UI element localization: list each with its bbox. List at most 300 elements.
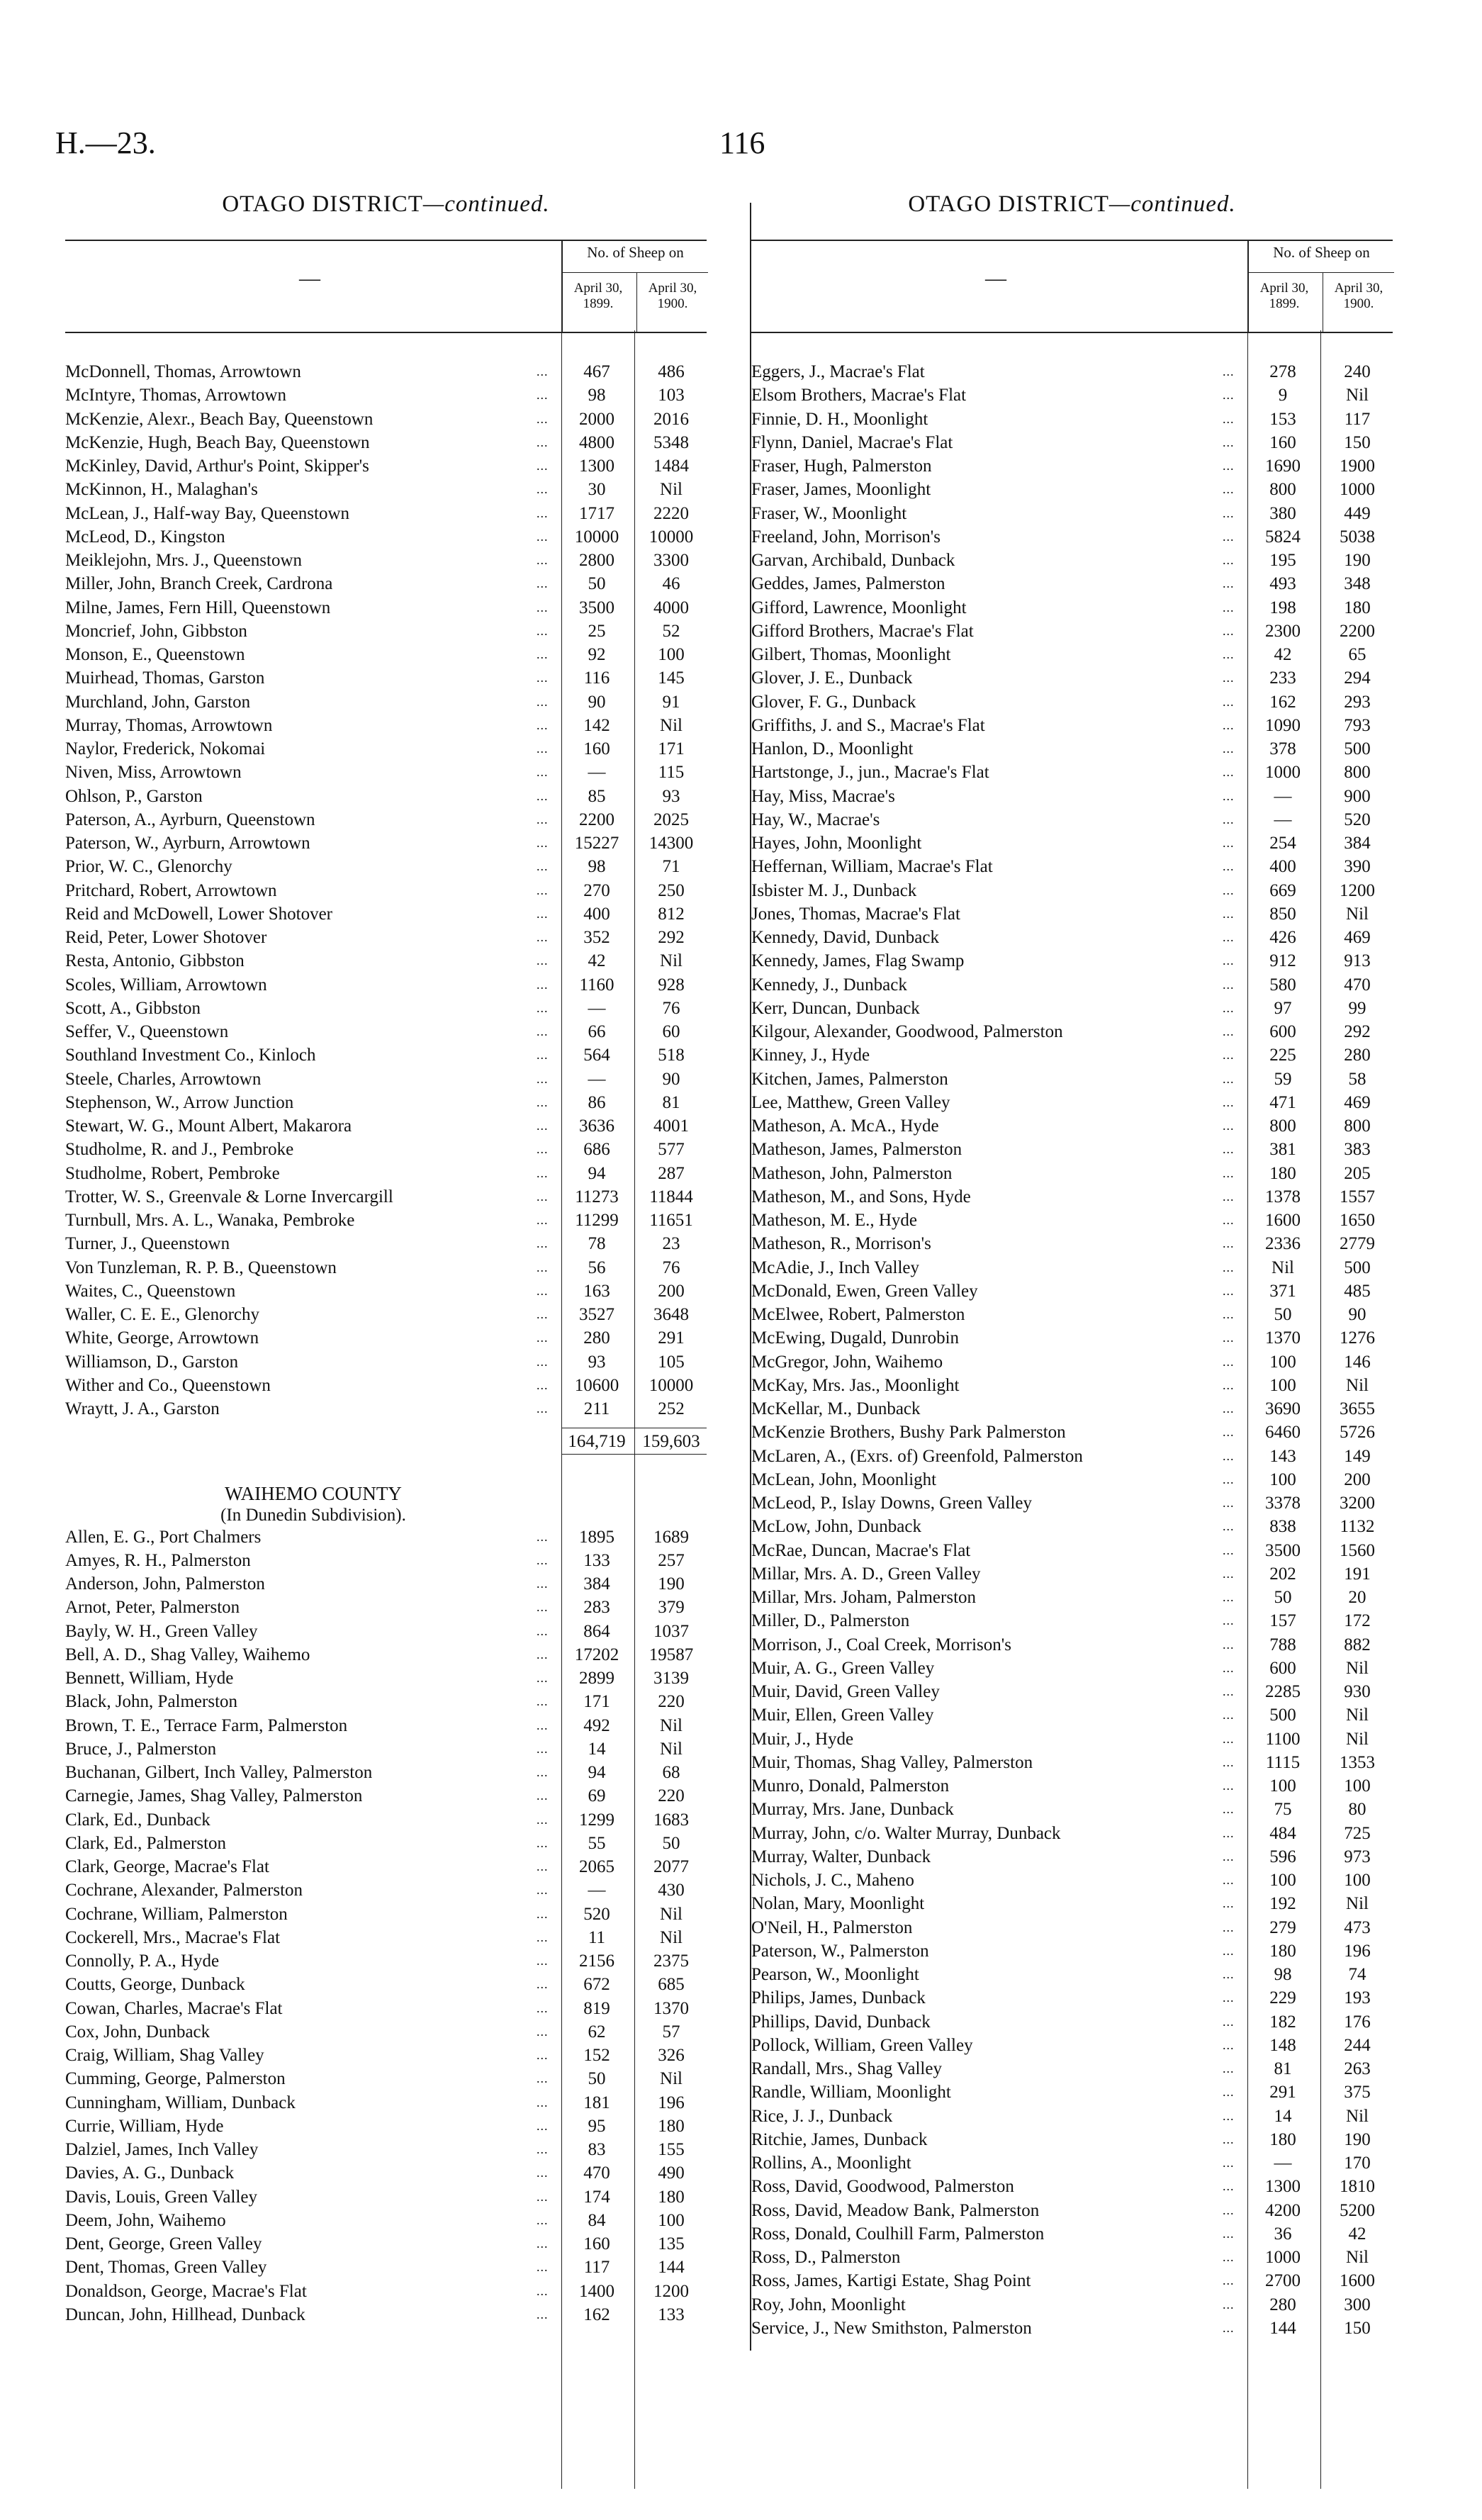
sheep-1900: 191 bbox=[1344, 1564, 1371, 1584]
row-name: Matheson, M., and Sons, Hyde bbox=[751, 1187, 971, 1206]
table-row bbox=[65, 549, 707, 572]
table-row bbox=[751, 902, 1393, 926]
sheep-1900: 1600 bbox=[1340, 2271, 1375, 2291]
sheep-1900: 190 bbox=[658, 1574, 685, 1594]
table-row bbox=[65, 737, 707, 761]
sheep-1899: 143 bbox=[1269, 1446, 1296, 1466]
sheep-1900: 117 bbox=[1344, 409, 1371, 429]
sheep-1900: 196 bbox=[658, 2093, 685, 2112]
row-name: Black, John, Palmerston bbox=[65, 1692, 238, 1712]
sheep-1899: 30 bbox=[588, 480, 606, 500]
sheep-1900: 146 bbox=[1344, 1352, 1371, 1372]
row-name: Wither and Co., Queenstown bbox=[65, 1375, 271, 1395]
row-name: Kitchen, James, Palmerston bbox=[751, 1069, 948, 1089]
sheep-1899: 14 bbox=[588, 1739, 606, 1759]
table-row bbox=[751, 808, 1393, 831]
row-name: Garvan, Archibald, Dunback bbox=[751, 551, 955, 570]
table-row bbox=[751, 549, 1393, 572]
sheep-1899: 380 bbox=[1269, 503, 1296, 523]
sheep-1900: 71 bbox=[662, 857, 680, 877]
table-row bbox=[751, 2105, 1393, 2128]
row-name: Muir, A. G., Green Valley bbox=[751, 1658, 935, 1678]
sheep-1899: 163 bbox=[583, 1281, 610, 1301]
table-row bbox=[751, 502, 1393, 525]
sheep-1900: 5200 bbox=[1340, 2200, 1375, 2220]
table-row bbox=[65, 596, 707, 620]
table-row bbox=[65, 408, 707, 431]
leader-dots: ... bbox=[1223, 2156, 1235, 2170]
sheep-1899: 1300 bbox=[579, 457, 614, 476]
leader-dots: ... bbox=[1223, 1684, 1235, 1698]
row-name: Clark, Ed., Dunback bbox=[65, 1810, 210, 1830]
table-row bbox=[65, 1737, 707, 1761]
right-title-continued: —continued. bbox=[1108, 191, 1236, 217]
sheep-1899: 50 bbox=[1274, 1305, 1292, 1324]
sheep-1899: 66 bbox=[588, 1022, 606, 1041]
table-row bbox=[65, 690, 707, 714]
leader-dots: ... bbox=[1223, 1825, 1235, 1840]
row-name: Naylor, Frederick, Nokomai bbox=[65, 739, 266, 758]
sheep-1900: 1200 bbox=[1340, 880, 1375, 900]
leader-dots: ... bbox=[1223, 1000, 1235, 1015]
sheep-1899: 100 bbox=[1269, 1469, 1296, 1489]
leader-dots: ... bbox=[1223, 2132, 1235, 2146]
sheep-1900: 1900 bbox=[1340, 457, 1375, 476]
leader-dots: ... bbox=[537, 1401, 549, 1416]
table-row bbox=[65, 360, 707, 383]
leader-dots: ... bbox=[1223, 388, 1235, 403]
table-row bbox=[65, 1926, 707, 1949]
row-name: Muir, Ellen, Green Valley bbox=[751, 1706, 934, 1725]
sheep-1899: 1100 bbox=[1265, 1729, 1301, 1749]
sheep-1899: 2200 bbox=[579, 810, 614, 829]
table-row bbox=[751, 383, 1393, 407]
leader-dots: ... bbox=[537, 741, 549, 756]
leader-dots: ... bbox=[1223, 2037, 1235, 2052]
leader-dots: ... bbox=[1223, 2297, 1235, 2312]
sheep-1899: 686 bbox=[583, 1140, 610, 1160]
leader-dots: ... bbox=[537, 623, 549, 638]
sheep-1899: 100 bbox=[1269, 1871, 1296, 1890]
leader-dots: ... bbox=[537, 2142, 549, 2156]
row-name: Geddes, James, Palmerston bbox=[751, 574, 945, 594]
sheep-1900: 5038 bbox=[1340, 527, 1375, 547]
sheep-1900: 449 bbox=[1344, 503, 1371, 523]
sheep-1900: 3648 bbox=[653, 1305, 689, 1324]
leader-dots: ... bbox=[1223, 623, 1235, 638]
sheep-1899: 78 bbox=[588, 1234, 606, 1254]
sheep-1899: 11273 bbox=[575, 1187, 619, 1206]
sheep-1899: 162 bbox=[583, 2305, 610, 2324]
section-subtitle: (In Dunedin Subdivision). bbox=[220, 1505, 406, 1525]
row-name: Millar, Mrs. A. D., Green Valley bbox=[751, 1564, 981, 1584]
leader-dots: ... bbox=[537, 2236, 549, 2251]
row-name: Elsom Brothers, Macrae's Flat bbox=[751, 386, 967, 405]
sheep-1900: 469 bbox=[1344, 1092, 1371, 1112]
sheep-1899: 81 bbox=[1274, 2059, 1292, 2078]
leader-dots: ... bbox=[1223, 1024, 1235, 1038]
leader-dots: ... bbox=[537, 1623, 549, 1638]
leader-dots: ... bbox=[1223, 505, 1235, 520]
sheep-1900: 1000 bbox=[1340, 480, 1375, 500]
sheep-1899: 202 bbox=[1269, 1564, 1296, 1584]
section-heading bbox=[65, 1455, 707, 1525]
sheep-1900: 291 bbox=[658, 1328, 685, 1348]
sheep-1899: 672 bbox=[583, 1975, 610, 1995]
sheep-1900: 1810 bbox=[1340, 2177, 1375, 2197]
table-row bbox=[65, 1832, 707, 1855]
sheep-1900: 155 bbox=[658, 2140, 685, 2159]
sheep-1899: 25 bbox=[588, 621, 606, 641]
leader-dots: ... bbox=[537, 364, 549, 379]
sheep-1900: 193 bbox=[1344, 1988, 1371, 2008]
sheep-1899: 94 bbox=[588, 1763, 606, 1782]
table-row bbox=[65, 879, 707, 902]
row-name: Currie, William, Hyde bbox=[65, 2116, 224, 2136]
row-name: Murray, Mrs. Jane, Dunback bbox=[751, 1800, 954, 1820]
leader-dots: ... bbox=[537, 1718, 549, 1732]
sheep-1900: 500 bbox=[1344, 1258, 1371, 1277]
row-name: Cumming, George, Palmerston bbox=[65, 2069, 286, 2089]
table-row bbox=[751, 1609, 1393, 1633]
leader-dots: ... bbox=[1223, 694, 1235, 709]
row-name: Hay, W., Macrae's bbox=[751, 810, 880, 829]
sheep-1900: 263 bbox=[1344, 2059, 1371, 2078]
row-name: Paterson, W., Palmerston bbox=[751, 1941, 929, 1961]
table-row bbox=[751, 949, 1393, 973]
table-row bbox=[751, 1043, 1393, 1067]
leader-dots: ... bbox=[1223, 1896, 1235, 1911]
sheep-1900: 4000 bbox=[653, 598, 689, 617]
sheep-1899: 152 bbox=[583, 2046, 610, 2065]
row-name: Kennedy, James, Flag Swamp bbox=[751, 951, 965, 971]
leader-dots: ... bbox=[1223, 1496, 1235, 1510]
row-name: McKinnon, H., Malaghan's bbox=[65, 480, 258, 500]
row-name: Scott, A., Gibbston bbox=[65, 998, 201, 1018]
leader-dots: ... bbox=[537, 906, 549, 921]
table-row bbox=[751, 1680, 1393, 1703]
sheep-1899: 233 bbox=[1269, 668, 1296, 688]
leader-dots: ... bbox=[537, 812, 549, 827]
sheep-1899: — bbox=[1274, 2154, 1292, 2173]
right-table-body bbox=[751, 360, 1393, 2340]
leader-dots: ... bbox=[537, 1859, 549, 1874]
sheep-1900: 326 bbox=[658, 2046, 685, 2065]
leader-dots: ... bbox=[537, 1331, 549, 1345]
leader-dots: ... bbox=[1223, 788, 1235, 803]
page-reference: H.—23. bbox=[55, 125, 156, 160]
table-row bbox=[65, 926, 707, 949]
sheep-1900: 42 bbox=[1348, 2224, 1366, 2244]
row-name: Clark, Ed., Palmerston bbox=[65, 1833, 227, 1853]
row-name: Coutts, George, Dunback bbox=[65, 1975, 245, 1995]
leader-dots: ... bbox=[1223, 553, 1235, 567]
sheep-1899: 520 bbox=[583, 1904, 610, 1924]
row-name: Murray, Walter, Dunback bbox=[751, 1847, 931, 1866]
table-row bbox=[65, 2161, 707, 2185]
sheep-1900: 2779 bbox=[1340, 1234, 1375, 1254]
table-row bbox=[751, 1869, 1393, 1892]
leader-dots: ... bbox=[1223, 1377, 1235, 1392]
table-row bbox=[65, 831, 707, 855]
table-row bbox=[65, 1232, 707, 1255]
table-row bbox=[65, 454, 707, 478]
sheep-1899: 400 bbox=[1269, 857, 1296, 877]
sheep-1900: Nil bbox=[660, 480, 683, 500]
sheep-1900: Nil bbox=[1346, 1729, 1369, 1749]
sheep-1900: 100 bbox=[658, 2210, 685, 2230]
sheep-1899: 3636 bbox=[579, 1116, 614, 1136]
left-name-header: — bbox=[299, 267, 320, 290]
sheep-1900: 485 bbox=[1344, 1281, 1371, 1301]
table-row bbox=[751, 360, 1393, 383]
leader-dots: ... bbox=[537, 883, 549, 897]
row-name: Paterson, A., Ayrburn, Queenstown bbox=[65, 810, 315, 829]
leader-dots: ... bbox=[537, 1236, 549, 1251]
table-row bbox=[65, 714, 707, 737]
sheep-1899: 1000 bbox=[1265, 2248, 1301, 2267]
row-name: Flynn, Daniel, Macrae's Flat bbox=[751, 432, 953, 452]
sheep-1900: 93 bbox=[662, 786, 680, 806]
leader-dots: ... bbox=[1223, 977, 1235, 992]
leader-dots: ... bbox=[537, 859, 549, 874]
leader-dots: ... bbox=[1223, 717, 1235, 732]
leader-dots: ... bbox=[537, 1906, 549, 1921]
sheep-1900: 577 bbox=[658, 1140, 685, 1160]
sheep-1900: 171 bbox=[658, 739, 685, 758]
leader-dots: ... bbox=[1223, 576, 1235, 591]
row-name: Monson, E., Queenstown bbox=[65, 645, 245, 664]
sheep-1900: 205 bbox=[1344, 1163, 1371, 1183]
row-name: Kinney, J., Hyde bbox=[751, 1046, 870, 1065]
sheep-1899: 1160 bbox=[579, 975, 614, 995]
sheep-1899: 819 bbox=[583, 1998, 610, 2018]
leader-dots: ... bbox=[1223, 1754, 1235, 1769]
leader-dots: ... bbox=[537, 788, 549, 803]
row-name: Isbister M. J., Dunback bbox=[751, 880, 917, 900]
sheep-1900: 1557 bbox=[1340, 1187, 1375, 1206]
row-name: Fraser, W., Moonlight bbox=[751, 503, 907, 523]
sheep-1899: 384 bbox=[583, 1574, 610, 1594]
table-row bbox=[65, 643, 707, 666]
left-sheep-header: No. of Sheep on bbox=[587, 244, 684, 261]
table-row bbox=[65, 1620, 707, 1643]
leader-dots: ... bbox=[537, 671, 549, 685]
row-name: Allen, E. G., Port Chalmers bbox=[65, 1527, 262, 1547]
table-row bbox=[751, 1020, 1393, 1043]
sheep-1899: 3690 bbox=[1265, 1399, 1301, 1418]
leader-dots: ... bbox=[537, 2071, 549, 2086]
sheep-1899: 493 bbox=[1269, 574, 1296, 594]
row-name: McLow, John, Dunback bbox=[751, 1517, 922, 1537]
table-row bbox=[751, 1916, 1393, 1939]
sheep-1900: 1650 bbox=[1340, 1211, 1375, 1230]
leader-dots: ... bbox=[537, 459, 549, 473]
table-row bbox=[65, 1878, 707, 1902]
row-name: Matheson, James, Palmerston bbox=[751, 1140, 962, 1160]
sheep-1899: 56 bbox=[588, 1258, 606, 1277]
row-name: Pritchard, Robert, Arrowtown bbox=[65, 880, 277, 900]
row-name: McLean, John, Moonlight bbox=[751, 1469, 937, 1489]
sheep-1900: 280 bbox=[1344, 1046, 1371, 1065]
sheep-1899: 17202 bbox=[574, 1645, 619, 1664]
table-row bbox=[751, 666, 1393, 690]
sheep-1900: 973 bbox=[1344, 1847, 1371, 1866]
leader-dots: ... bbox=[537, 1552, 549, 1567]
sheep-1899: 912 bbox=[1269, 951, 1296, 971]
leader-dots: ... bbox=[537, 1954, 549, 1968]
table-row bbox=[751, 1350, 1393, 1374]
table-row bbox=[751, 2199, 1393, 2222]
leader-dots: ... bbox=[537, 2212, 549, 2227]
sheep-1900: Nil bbox=[660, 1904, 683, 1924]
leader-dots: ... bbox=[1223, 1590, 1235, 1604]
sheep-1899: 160 bbox=[583, 739, 610, 758]
right-column-title bbox=[751, 191, 1393, 218]
table-row bbox=[751, 1963, 1393, 1986]
row-name: Anderson, John, Palmerston bbox=[65, 1574, 265, 1594]
leader-dots: ... bbox=[537, 1307, 549, 1321]
row-name: Bruce, J., Palmerston bbox=[65, 1739, 217, 1759]
sheep-1899: 84 bbox=[588, 2210, 606, 2230]
table-row bbox=[751, 2246, 1393, 2269]
row-name: Cochrane, William, Palmerston bbox=[65, 1904, 288, 1924]
sheep-1900: 57 bbox=[662, 2022, 680, 2042]
sheep-1900: 76 bbox=[662, 1258, 680, 1277]
table-row bbox=[751, 1397, 1393, 1421]
sheep-1900: 190 bbox=[1344, 2129, 1371, 2149]
table-row bbox=[65, 1596, 707, 1619]
sheep-1900: Nil bbox=[1346, 904, 1369, 924]
sheep-1900: 105 bbox=[658, 1352, 685, 1372]
sheep-1900: 5726 bbox=[1340, 1423, 1375, 1443]
sheep-1899: 279 bbox=[1269, 1917, 1296, 1937]
sheep-1900: 725 bbox=[1344, 1823, 1371, 1843]
table-row bbox=[751, 1421, 1393, 1444]
sheep-1899: 192 bbox=[1269, 1894, 1296, 1914]
right-table-header bbox=[751, 240, 1393, 333]
leader-dots: ... bbox=[537, 1354, 549, 1369]
sheep-1900: Nil bbox=[1346, 386, 1369, 405]
sheep-1900: 685 bbox=[658, 1975, 685, 1995]
sheep-1899: 470 bbox=[583, 2163, 610, 2183]
sheep-1900: 100 bbox=[658, 645, 685, 664]
sheep-1900: 379 bbox=[658, 1598, 685, 1618]
sheep-1899: 371 bbox=[1269, 1281, 1296, 1301]
sheep-1899: 3500 bbox=[1265, 1540, 1301, 1560]
leader-dots: ... bbox=[1223, 1943, 1235, 1958]
leader-dots: ... bbox=[1223, 2108, 1235, 2123]
row-name: Heffernan, William, Macrae's Flat bbox=[751, 857, 993, 877]
row-name: Milne, James, Fern Hill, Queenstown bbox=[65, 598, 331, 617]
sheep-1899: 864 bbox=[583, 1621, 610, 1641]
table-row bbox=[751, 1232, 1393, 1255]
leader-dots: ... bbox=[537, 2189, 549, 2204]
leader-dots: ... bbox=[1223, 2226, 1235, 2241]
row-name: McKinley, David, Arthur's Point, Skipper's bbox=[65, 457, 369, 476]
sheep-1899: 1115 bbox=[1265, 1752, 1301, 1772]
row-name: Prior, W. C., Glenorchy bbox=[65, 857, 232, 877]
leader-dots: ... bbox=[1223, 1213, 1235, 1227]
sheep-1899: 492 bbox=[583, 1715, 610, 1735]
row-name: Dent, Thomas, Green Valley bbox=[65, 2258, 267, 2278]
left-title-text: OTAGO DISTRICT bbox=[222, 191, 423, 217]
table-row bbox=[65, 973, 707, 997]
sheep-1900: 115 bbox=[658, 763, 685, 783]
row-name: McDonald, Ewen, Green Valley bbox=[751, 1281, 978, 1301]
leader-dots: ... bbox=[1223, 1802, 1235, 1817]
leader-dots: ... bbox=[537, 717, 549, 732]
leader-dots: ... bbox=[537, 2048, 549, 2062]
leader-dots: ... bbox=[537, 1165, 549, 1180]
sheep-1900: 1689 bbox=[653, 1527, 689, 1547]
sheep-1900: 800 bbox=[1344, 1116, 1371, 1136]
leader-dots: ... bbox=[1223, 1094, 1235, 1109]
row-name: Turner, J., Queenstown bbox=[65, 1234, 230, 1254]
sheep-1900: 1353 bbox=[1340, 1752, 1375, 1772]
row-name: Williamson, D., Garston bbox=[65, 1352, 239, 1372]
sheep-1900: 3200 bbox=[1340, 1494, 1375, 1513]
row-name: Stephenson, W., Arrow Junction bbox=[65, 1092, 294, 1112]
sheep-1899: 98 bbox=[588, 386, 606, 405]
sheep-1900: 190 bbox=[1344, 551, 1371, 570]
sheep-1899: 788 bbox=[1269, 1635, 1296, 1654]
leader-dots: ... bbox=[1223, 459, 1235, 473]
sheep-1899: 6460 bbox=[1265, 1423, 1301, 1443]
table-row bbox=[751, 431, 1393, 454]
sheep-1900: 145 bbox=[658, 668, 685, 688]
sheep-1899: 2700 bbox=[1265, 2271, 1301, 2291]
table-row bbox=[751, 2317, 1393, 2340]
table-row bbox=[65, 2185, 707, 2209]
sheep-1900: 81 bbox=[662, 1092, 680, 1112]
leader-dots: ... bbox=[1223, 600, 1235, 615]
row-name: Matheson, M. E., Hyde bbox=[751, 1211, 917, 1230]
header-bottom-rule bbox=[751, 332, 1393, 333]
table-row bbox=[751, 1185, 1393, 1209]
table-row bbox=[751, 1491, 1393, 1515]
sheep-1899: 198 bbox=[1269, 598, 1296, 617]
row-name: Duncan, John, Hillhead, Dunback bbox=[65, 2305, 305, 2324]
table-row bbox=[751, 643, 1393, 666]
sheep-1900: 292 bbox=[1344, 1022, 1371, 1041]
table-row bbox=[751, 831, 1393, 855]
sheep-1899: 280 bbox=[583, 1328, 610, 1348]
leader-dots: ... bbox=[537, 1048, 549, 1063]
table-row bbox=[65, 1784, 707, 1808]
table-row bbox=[751, 1303, 1393, 1326]
sheep-1899: 1400 bbox=[579, 2281, 614, 2301]
leader-dots: ... bbox=[537, 1788, 549, 1803]
row-name: Murchland, John, Garston bbox=[65, 692, 251, 712]
row-name: McRae, Duncan, Macrae's Flat bbox=[751, 1540, 971, 1560]
leader-dots: ... bbox=[1223, 1048, 1235, 1063]
table-row bbox=[751, 1727, 1393, 1751]
sheep-1899: 75 bbox=[1274, 1800, 1292, 1820]
leader-dots: ... bbox=[537, 2307, 549, 2322]
row-name: Amyes, R. H., Palmerston bbox=[65, 1550, 251, 1570]
sheep-1900: 76 bbox=[662, 998, 680, 1018]
sheep-1900: 135 bbox=[658, 2234, 685, 2253]
leader-dots: ... bbox=[1223, 1119, 1235, 1133]
row-name: Morrison, J., Coal Creek, Morrison's bbox=[751, 1635, 1011, 1654]
sheep-1900: Nil bbox=[1346, 1706, 1369, 1725]
sheep-1900: 490 bbox=[658, 2163, 685, 2183]
sheep-1899: 181 bbox=[583, 2093, 610, 2112]
sheep-1899: 564 bbox=[583, 1046, 610, 1065]
sheep-1899: 94 bbox=[588, 1163, 606, 1183]
row-name: Cunningham, William, Dunback bbox=[65, 2093, 296, 2112]
